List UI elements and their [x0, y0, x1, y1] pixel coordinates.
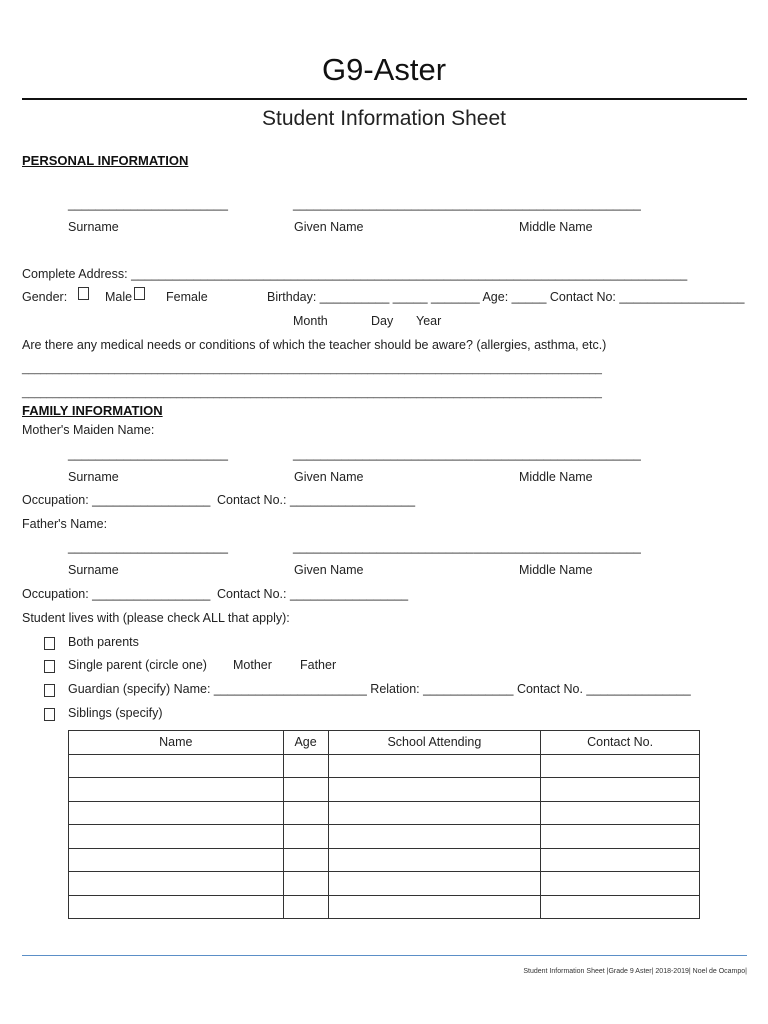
male-checkbox[interactable] — [78, 287, 89, 300]
father-occupation-field[interactable]: Occupation: _________________ — [22, 587, 211, 601]
medical-question: Are there any medical needs or conditions of which the teacher should be aware? (allergies, asthma, etc.) — [22, 338, 607, 352]
table-row — [69, 754, 700, 778]
table-cell[interactable] — [541, 848, 700, 872]
footer-text: Student Information Sheet |Grade 9 Aster| 2018-2019| Noel de Ocampo| — [523, 968, 747, 975]
table-cell[interactable] — [69, 778, 284, 802]
table-cell[interactable] — [541, 895, 700, 919]
mother-contact-field[interactable]: Contact No.: __________________ — [217, 493, 416, 507]
single-parent-label: Single parent (circle one) — [68, 658, 207, 672]
table-row — [69, 895, 700, 919]
table-cell[interactable] — [283, 778, 328, 802]
father-name-label: Father's Name: — [22, 517, 108, 531]
table-row — [69, 848, 700, 872]
document-title: G9-Aster — [321, 52, 447, 87]
table-cell[interactable] — [69, 848, 284, 872]
siblings-checkbox[interactable] — [44, 708, 55, 721]
table-cell[interactable] — [69, 872, 284, 896]
table-cell[interactable] — [328, 848, 541, 872]
lives-with-question: Student lives with (please check ALL that apply): — [22, 611, 290, 625]
column-header-age: Age — [283, 731, 328, 755]
female-label: Female — [166, 290, 208, 304]
gender-label: Gender: — [22, 290, 68, 304]
mother-given-name-label: Given Name — [294, 470, 364, 484]
table-cell[interactable] — [69, 801, 284, 825]
father-given-name-label: Given Name — [294, 563, 364, 577]
table-cell[interactable] — [69, 895, 284, 919]
single-parent-checkbox[interactable] — [44, 660, 55, 673]
birthday-age-contact-field[interactable]: Birthday: __________ _____ _______ Age: _____ Contact No: __________________ — [267, 290, 745, 304]
guardian-field[interactable]: Guardian (specify) Name: ______________________ Relation: _____________ Contact No. _______________ — [68, 682, 691, 696]
table-cell[interactable] — [541, 754, 700, 778]
column-header-school: School Attending — [328, 731, 541, 755]
table-cell[interactable] — [283, 872, 328, 896]
both-parents-checkbox[interactable] — [44, 637, 55, 650]
table-cell[interactable] — [328, 754, 541, 778]
address-field[interactable]: Complete Address: ________________________________________________________________________________ — [22, 267, 688, 281]
table-cell[interactable] — [541, 801, 700, 825]
table-cell[interactable] — [328, 801, 541, 825]
mother-surname-label: Surname — [68, 470, 119, 484]
document-subtitle: Student Information Sheet — [262, 107, 506, 130]
table-cell[interactable] — [283, 825, 328, 849]
title-divider — [22, 98, 747, 100]
table-cell[interactable] — [283, 848, 328, 872]
given-name-label: Given Name — [294, 220, 364, 234]
table-cell[interactable] — [69, 825, 284, 849]
mother-given-name-line[interactable]: __________________________ — [293, 447, 474, 461]
father-surname-label: Surname — [68, 563, 119, 577]
table-cell[interactable] — [541, 872, 700, 896]
female-checkbox[interactable] — [134, 287, 145, 300]
male-label: Male — [105, 290, 133, 304]
siblings-table-header — [69, 731, 700, 755]
both-parents-label: Both parents — [68, 635, 139, 649]
day-label: Day — [371, 314, 394, 328]
month-label: Month — [293, 314, 328, 328]
table-cell[interactable] — [328, 895, 541, 919]
year-label: Year — [416, 314, 442, 328]
medical-answer-line-2[interactable]: ______________________________________________________________________________________________ — [22, 387, 602, 399]
table-cell[interactable] — [283, 801, 328, 825]
single-parent-father-option[interactable]: Father — [300, 658, 337, 672]
father-middle-name-line[interactable]: ________________________ — [474, 540, 641, 554]
table-cell[interactable] — [541, 778, 700, 802]
mother-surname-line[interactable]: _______________________ — [68, 447, 228, 461]
table-cell[interactable] — [69, 754, 284, 778]
table-cell[interactable] — [283, 895, 328, 919]
father-contact-field[interactable]: Contact No.: _________________ — [217, 587, 409, 601]
table-cell[interactable] — [283, 754, 328, 778]
mother-middle-name-line[interactable]: ________________________ — [474, 447, 641, 461]
siblings-label: Siblings (specify) — [68, 706, 163, 720]
table-cell[interactable] — [328, 825, 541, 849]
surname-line[interactable]: _______________________ — [68, 197, 228, 211]
middle-name-line[interactable]: ________________________ — [474, 197, 641, 211]
column-header-contact: Contact No. — [541, 731, 700, 755]
father-given-name-line[interactable]: __________________________ — [293, 540, 474, 554]
column-header-name: Name — [69, 731, 284, 755]
footer-divider — [22, 955, 747, 956]
mother-name-label: Mother's Maiden Name: — [22, 423, 155, 437]
table-cell[interactable] — [541, 825, 700, 849]
given-name-line[interactable]: __________________________ — [293, 197, 474, 211]
mother-middle-name-label: Middle Name — [519, 470, 593, 484]
siblings-table — [68, 730, 700, 919]
family-info-heading: FAMILY INFORMATION — [22, 403, 163, 418]
personal-info-heading: PERSONAL INFORMATION — [22, 153, 189, 168]
middle-name-label: Middle Name — [519, 220, 593, 234]
single-parent-mother-option[interactable]: Mother — [233, 658, 272, 672]
medical-answer-line-1[interactable]: ______________________________________________________________________________________________ — [22, 363, 602, 375]
table-row — [69, 825, 700, 849]
table-cell[interactable] — [328, 872, 541, 896]
mother-occupation-field[interactable]: Occupation: _________________ — [22, 493, 211, 507]
father-surname-line[interactable]: _______________________ — [68, 540, 228, 554]
table-row — [69, 801, 700, 825]
guardian-checkbox[interactable] — [44, 684, 55, 697]
table-row — [69, 778, 700, 802]
surname-label: Surname — [68, 220, 119, 234]
father-middle-name-label: Middle Name — [519, 563, 593, 577]
table-row — [69, 872, 700, 896]
table-cell[interactable] — [328, 778, 541, 802]
